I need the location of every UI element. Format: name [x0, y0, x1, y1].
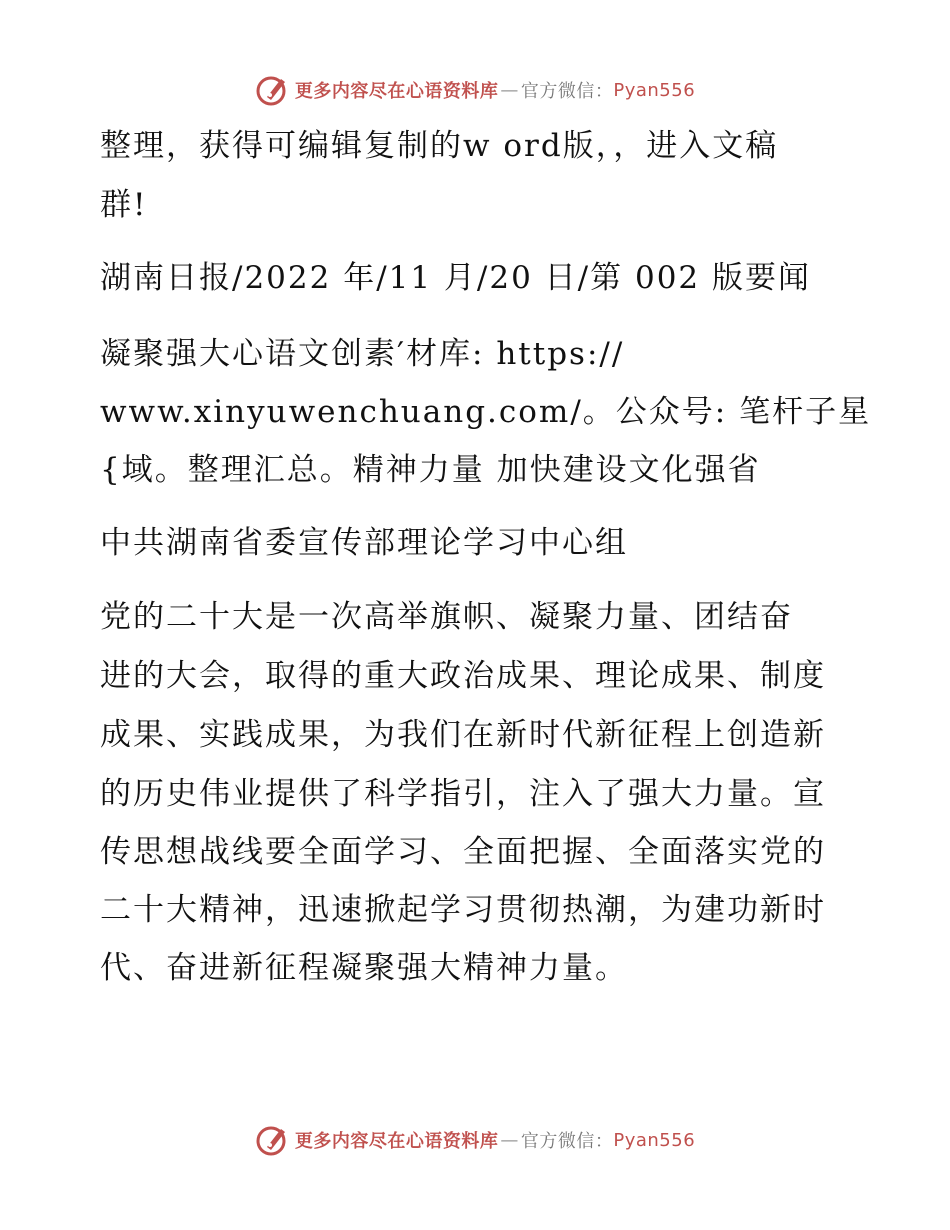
- paragraph-line: 党的二十大是一次高举旗帜、凝聚力量、团结奋: [100, 599, 793, 635]
- banner-wechat-id: Pyan556: [613, 79, 696, 101]
- text-line: {域。整理汇总。精神力量 加快建设文化强省: [100, 452, 761, 488]
- banner-dash: —: [500, 1129, 519, 1151]
- footer-banner: [0, 1120, 950, 1160]
- paragraph-line: 二十大精神，迅速掀起学习贯彻热潮，为建功新时: [100, 892, 826, 928]
- paragraph-line: 代、奋进新征程凝聚强大精神力量。: [100, 950, 628, 986]
- banner-dash: —: [500, 79, 519, 101]
- text-line: 整理，获得可编辑复制的w ord版，，进入文稿: [100, 128, 779, 164]
- banner-wechat-id: Pyan556: [613, 1129, 696, 1151]
- banner-text: 更多内容尽在心语资料库: [294, 81, 499, 102]
- text-line: 中共湖南省委宣传部理论学习中心组: [100, 525, 628, 561]
- paragraph-line: 成果、实践成果，为我们在新时代新征程上创造新: [100, 717, 826, 753]
- text-line: www.xinyuwenchuang.com/。公众号: 笔杆子星: [100, 394, 872, 430]
- banner-label: 官方微信：: [520, 81, 614, 102]
- paragraph-line: 传思想战线要全面学习、全面把握、全面落实党的: [100, 834, 826, 870]
- text-line: 群!: [100, 187, 148, 223]
- pen-nib-logo-icon: [255, 73, 289, 107]
- paragraph-line: 的历史伟业提供了科学指引，注入了强大力量。宣: [100, 776, 826, 812]
- banner-label: 官方微信：: [520, 1131, 614, 1152]
- text-line: 湖南日报/2022 年/11 月/20 日/第 002 版要闻: [100, 260, 812, 296]
- pen-nib-logo-icon: [255, 1123, 289, 1157]
- banner-text: 更多内容尽在心语资料库: [294, 1131, 499, 1152]
- header-banner: [0, 70, 950, 110]
- text-line: 凝聚强大心语文创素′材库: https://: [100, 336, 625, 372]
- paragraph-line: 进的大会，取得的重大政治成果、理论成果、制度: [100, 658, 826, 694]
